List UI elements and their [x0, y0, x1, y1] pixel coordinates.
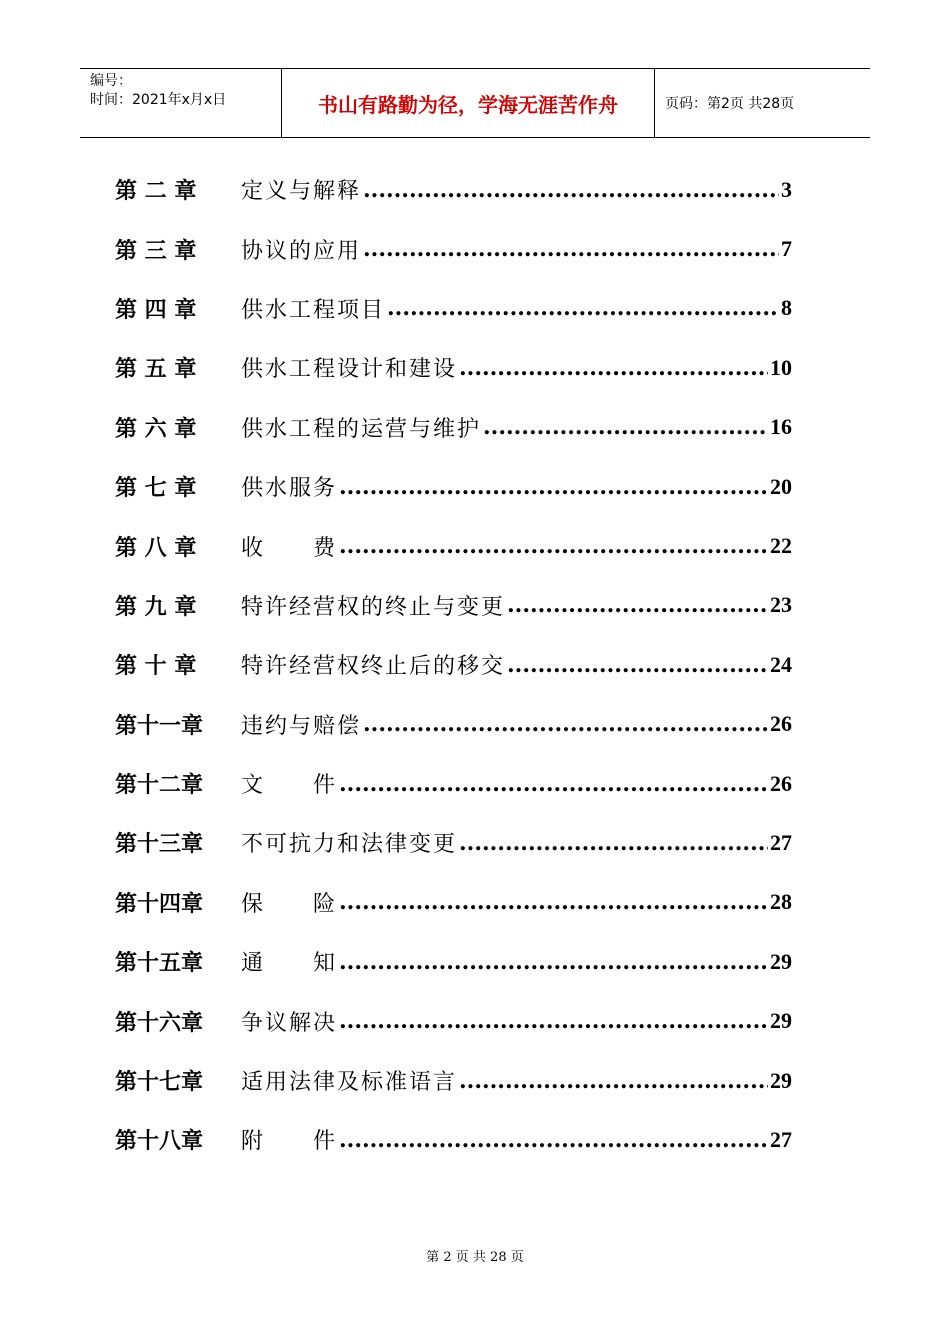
toc-entry[interactable]	[115, 457, 792, 516]
toc-page-number: 8	[781, 295, 792, 321]
toc-title: 收 费	[241, 535, 338, 561]
toc-entry[interactable]	[115, 813, 792, 872]
toc-title: 违约与赔偿	[241, 713, 362, 739]
toc-page-number: 10	[770, 354, 792, 380]
toc-page-number: 23	[770, 592, 792, 618]
toc-entry[interactable]	[115, 1051, 792, 1110]
toc-chapter: 第 四 章	[115, 296, 197, 323]
table-of-contents	[115, 160, 792, 1170]
toc-leader	[459, 1068, 768, 1094]
toc-entry[interactable]	[115, 754, 792, 813]
toc-entry[interactable]	[115, 338, 792, 397]
header-motto: 书山有路勤为径，学海无涯苦作舟	[282, 69, 655, 137]
toc-title: 通 知	[241, 951, 338, 977]
toc-entry[interactable]	[115, 991, 792, 1050]
toc-chapter: 第 十 章	[115, 653, 197, 680]
header-page-label: 页码：第2页 共28页	[665, 96, 795, 112]
toc-page-number: 24	[770, 651, 792, 677]
toc-title: 供水服务	[241, 476, 338, 502]
toc-title: 特许经营权的终止与变更	[241, 594, 506, 620]
toc-page-number: 3	[781, 176, 792, 202]
toc-leader	[387, 295, 779, 321]
page-header	[80, 68, 870, 138]
toc-page-number: 27	[770, 829, 792, 855]
toc-entry[interactable]	[115, 160, 792, 219]
toc-leader	[339, 533, 768, 559]
number-label: 编号：	[90, 73, 132, 89]
toc-page-number: 28	[770, 889, 792, 915]
header-meta-cell	[80, 69, 282, 137]
toc-chapter: 第十七章	[115, 1069, 204, 1096]
toc-page-number: 29	[770, 1008, 792, 1034]
toc-leader	[339, 1008, 768, 1034]
toc-chapter: 第十二章	[115, 772, 204, 799]
toc-leader	[363, 177, 779, 203]
toc-title: 特许经营权终止后的移交	[241, 654, 506, 680]
toc-chapter: 第十五章	[115, 950, 204, 977]
toc-leader	[339, 771, 768, 797]
toc-entry[interactable]	[115, 635, 792, 694]
toc-chapter: 第十八章	[115, 1128, 204, 1155]
toc-leader	[339, 889, 768, 915]
toc-chapter: 第 六 章	[115, 415, 197, 442]
toc-chapter: 第 五 章	[115, 356, 197, 383]
toc-page-number: 7	[781, 236, 792, 262]
toc-entry[interactable]	[115, 516, 792, 575]
toc-page-number: 29	[770, 1067, 792, 1093]
toc-chapter: 第十四章	[115, 890, 204, 917]
toc-page-number: 20	[770, 473, 792, 499]
toc-leader	[459, 355, 768, 381]
toc-title: 保 险	[241, 891, 338, 917]
toc-title: 协议的应用	[241, 238, 362, 264]
toc-page-number: 26	[770, 770, 792, 796]
toc-page-number: 26	[770, 711, 792, 737]
toc-title: 供水工程设计和建设	[241, 357, 458, 383]
toc-leader	[339, 1127, 768, 1153]
toc-chapter: 第 三 章	[115, 237, 197, 264]
toc-entry[interactable]	[115, 695, 792, 754]
toc-page-number: 16	[770, 414, 792, 440]
toc-entry[interactable]	[115, 873, 792, 932]
toc-leader	[339, 474, 768, 500]
toc-leader	[363, 236, 779, 262]
toc-entry[interactable]	[115, 219, 792, 278]
toc-chapter: 第十一章	[115, 712, 204, 739]
toc-entry[interactable]	[115, 576, 792, 635]
toc-chapter: 第 八 章	[115, 534, 197, 561]
toc-title: 争议解决	[241, 1010, 338, 1036]
toc-entry[interactable]	[115, 932, 792, 991]
toc-entry[interactable]	[115, 1110, 792, 1169]
toc-title: 适用法律及标准语言	[241, 1070, 458, 1096]
time-label: 时间：2021年x月x日	[90, 92, 227, 108]
toc-leader	[459, 830, 768, 856]
toc-leader	[363, 711, 768, 737]
toc-title: 不可抗力和法律变更	[241, 832, 458, 858]
toc-chapter: 第 九 章	[115, 593, 197, 620]
toc-entry[interactable]	[115, 398, 792, 457]
toc-title: 供水工程项目	[241, 297, 386, 323]
toc-page-number: 27	[770, 1126, 792, 1152]
toc-title: 文 件	[241, 773, 338, 799]
toc-chapter: 第十六章	[115, 1009, 204, 1036]
toc-page-number: 22	[770, 533, 792, 559]
toc-leader	[483, 414, 768, 440]
page-footer: 第 2 页 共 28 页	[426, 1250, 524, 1265]
toc-page-number: 29	[770, 948, 792, 974]
toc-leader	[339, 949, 768, 975]
toc-leader	[507, 592, 768, 618]
toc-chapter: 第 二 章	[115, 178, 197, 205]
toc-chapter: 第十三章	[115, 831, 204, 858]
toc-title: 定义与解释	[241, 179, 362, 205]
toc-title: 附 件	[241, 1129, 338, 1155]
toc-title: 供水工程的运营与维护	[241, 416, 482, 442]
toc-entry[interactable]	[115, 279, 792, 338]
toc-chapter: 第 七 章	[115, 475, 197, 502]
toc-leader	[507, 652, 768, 678]
